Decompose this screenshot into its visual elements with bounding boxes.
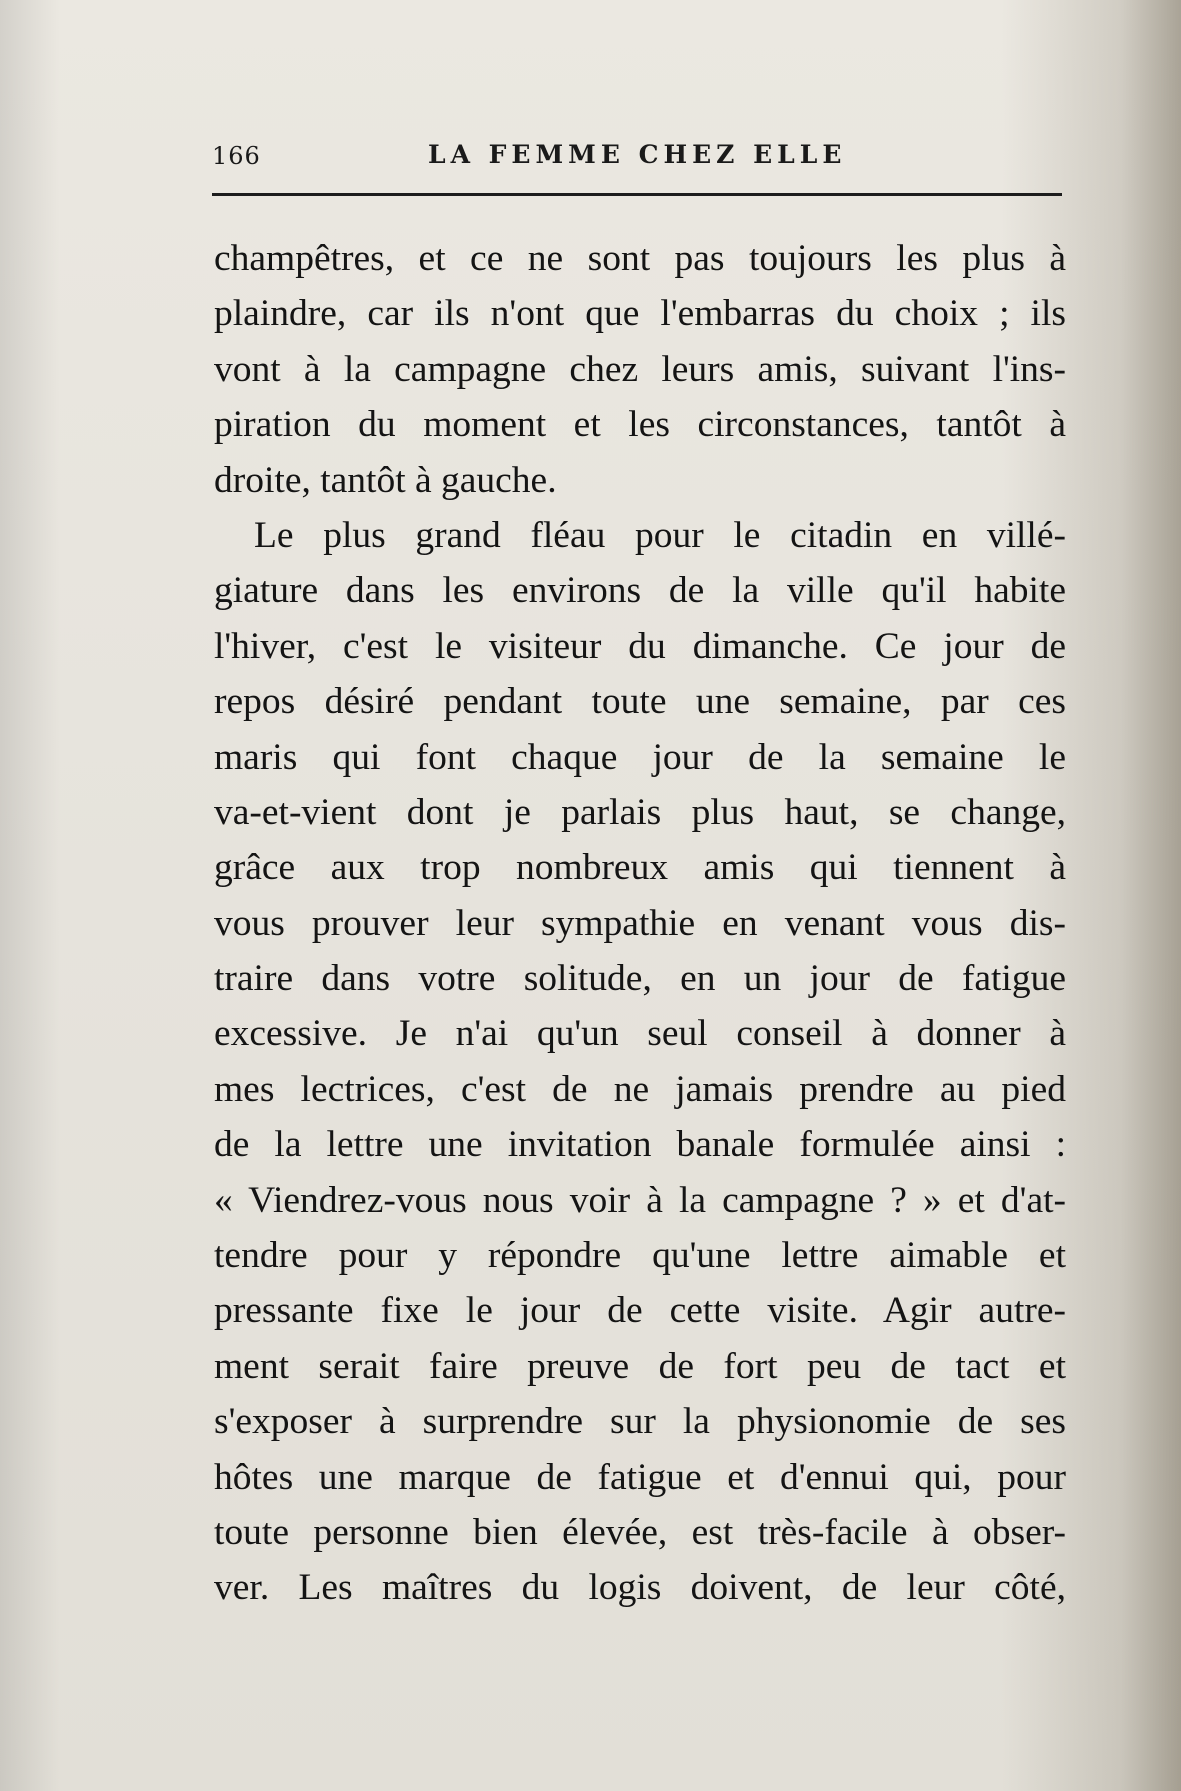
text-line: tendre pour y répondre qu'une lettre aimable et	[214, 1235, 1066, 1277]
body-text	[214, 231, 1066, 1616]
text-line: giature dans les environs de la ville qu'il habite	[214, 570, 1066, 612]
text-line: toute personne bien élevée, est très-facile à obser-	[214, 1511, 1066, 1553]
page-header	[212, 138, 1062, 178]
paragraph-1	[214, 231, 1066, 508]
text-line: va-et-vient dont je parlais plus haut, se change,	[214, 791, 1066, 833]
paragraph-2	[214, 508, 1066, 1616]
page-number: 166	[212, 142, 261, 170]
text-line: l'hiver, c'est le visiteur du dimanche. Ce jour de	[214, 625, 1066, 667]
text-line: champêtres, et ce ne sont pas toujours les plus à	[214, 238, 1066, 279]
text-line: s'exposer à surprendre sur la physionomie de ses	[214, 1401, 1066, 1443]
text-line: « Viendrez-vous nous voir à la campagne ? » et d'at-	[214, 1179, 1066, 1221]
text-line: traire dans votre solitude, en un jour de fatigue	[214, 958, 1066, 1000]
text-line: excessive. Je n'ai qu'un seul conseil à donner à	[214, 1013, 1066, 1055]
text-line: vous prouver leur sympathie en venant vous dis-	[214, 902, 1066, 944]
text-line: grâce aux trop nombreux amis qui tiennent à	[214, 847, 1066, 889]
text-line: droite, tantôt à gauche.	[214, 459, 557, 501]
text-line: de la lettre une invitation banale formulée ainsi :	[214, 1124, 1066, 1166]
text-line: mes lectrices, c'est de ne jamais prendre au pied	[214, 1068, 1066, 1110]
header-rule	[212, 193, 1062, 196]
text-line: ver. Les maîtres du logis doivent, de leur côté,	[214, 1567, 1066, 1609]
running-title: LA FEMME CHEZ ELLE	[428, 140, 847, 169]
text-line: repos désiré pendant toute une semaine, par ces	[214, 681, 1066, 723]
text-line: ment serait faire preuve de fort peu de tact et	[214, 1345, 1066, 1387]
text-line: hôtes une marque de fatigue et d'ennui qui, pour	[214, 1456, 1066, 1498]
text-line: vont à la campagne chez leurs amis, suivant l'ins-	[214, 348, 1066, 390]
text-line: plaindre, car ils n'ont que l'embarras du choix ; ils	[214, 293, 1066, 335]
text-line: piration du moment et les circonstances, tantôt à	[214, 404, 1066, 446]
text-line: pressante fixe le jour de cette visite. Agir autre-	[214, 1290, 1066, 1332]
text-line: Le plus grand fléau pour le citadin en villé-	[254, 514, 1066, 556]
text-line: maris qui font chaque jour de la semaine le	[214, 736, 1066, 778]
